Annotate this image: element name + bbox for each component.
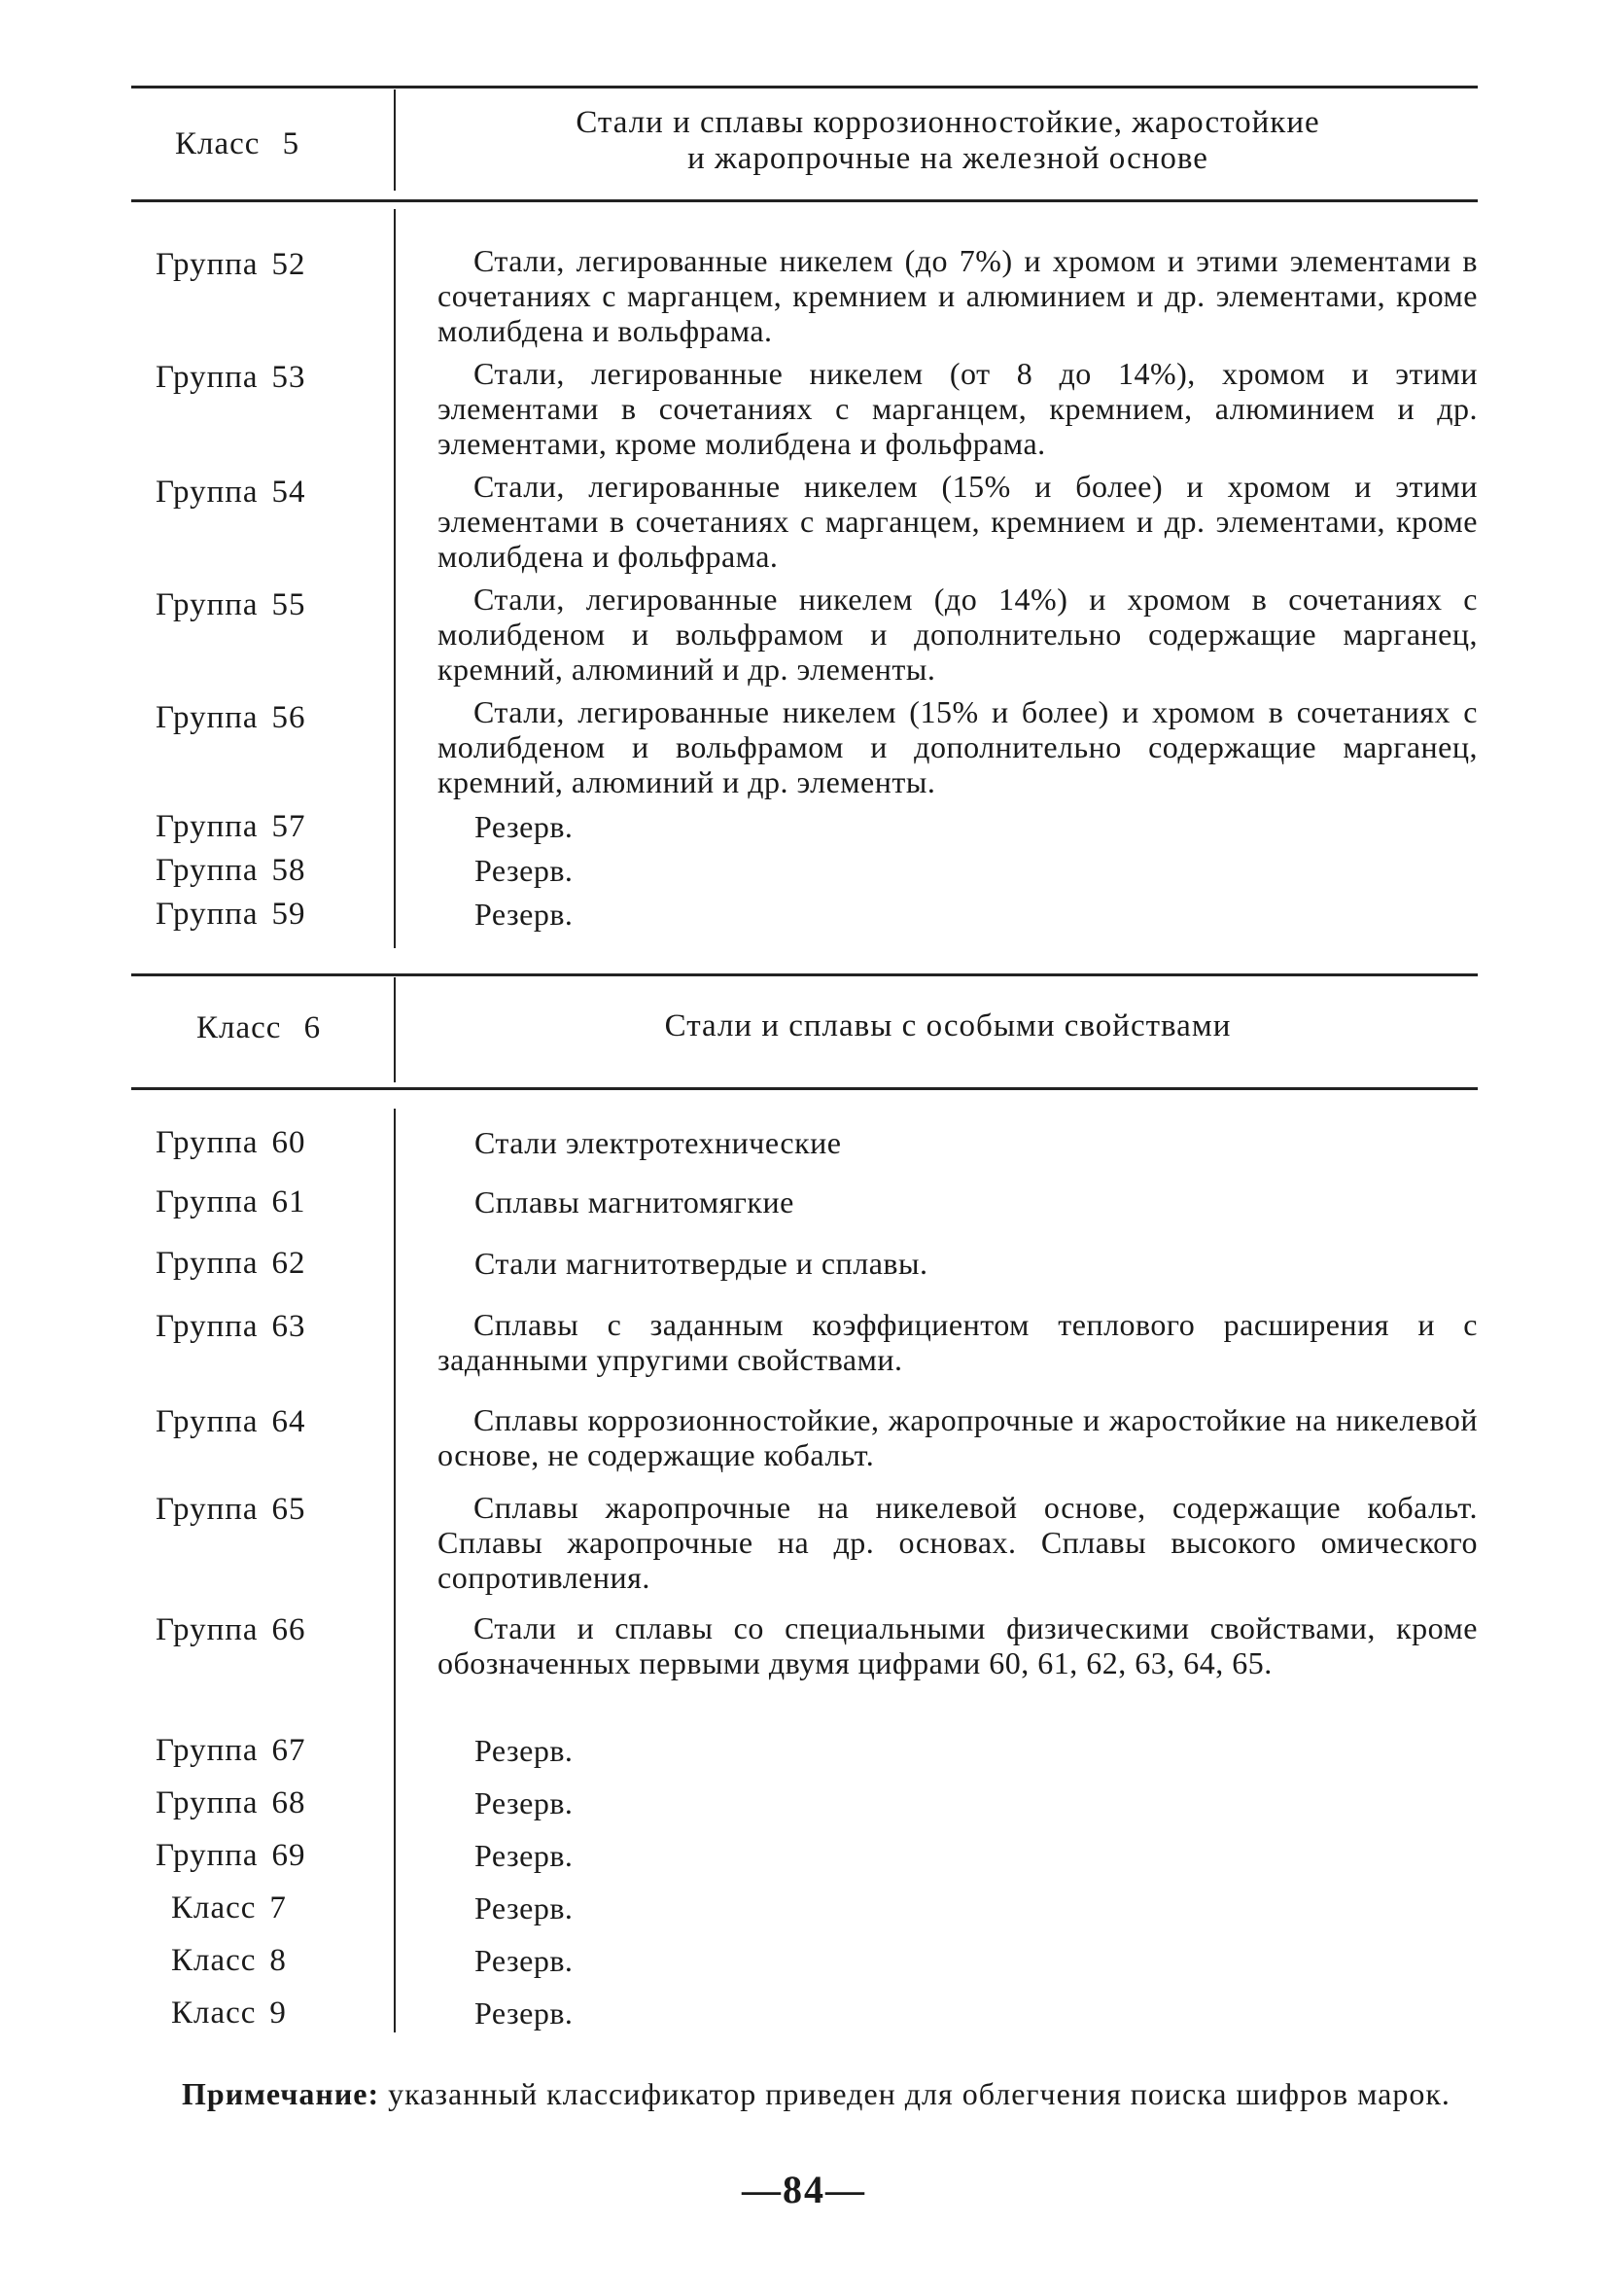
group-label-text: Группа — [156, 1246, 259, 1281]
class-number: 7 — [269, 1890, 287, 1925]
group-description: Стали, легированные никелем (до 14%) и хромом в сочетаниях с молибденом и вольфрамом и дополнительно содержащие марганец, кремний, алюминий и др. элементы. — [437, 582, 1478, 687]
group-number: 52 — [271, 247, 306, 282]
group-number: 62 — [271, 1246, 306, 1281]
group-label-text: Группа — [156, 247, 259, 282]
class-description: Резерв. — [474, 1890, 574, 1925]
group-description: Стали, легированные никелем (15% и более) и хромом в сочетаниях с молибденом и вольфрамом и дополнительно содержащие марганец, кремний, алюминий и др. элементы. — [437, 694, 1478, 799]
group-number: 66 — [271, 1612, 306, 1647]
group-label-text: Группа — [156, 1492, 259, 1527]
class-5-title-line1: Стали и сплавы коррозионностойкие, жаростойкие — [576, 105, 1320, 140]
group-number: 65 — [271, 1492, 306, 1527]
group-description: Сплавы с заданным коэффициентом теплового расширения и с заданными упругими свойствами. — [437, 1307, 1478, 1377]
group-number: 56 — [271, 700, 306, 735]
rule-class-6-header-bottom — [131, 1087, 1478, 1090]
rule-class-5-header-bottom — [131, 199, 1478, 202]
class-5-label — [175, 126, 299, 162]
group-number: 57 — [271, 809, 306, 844]
group-number: 59 — [271, 897, 306, 932]
group-label-text: Группа — [156, 1785, 259, 1820]
group-label-text: Группа — [156, 475, 259, 510]
group-description: Резерв. — [474, 897, 574, 932]
group-label — [156, 853, 379, 889]
group-number: 58 — [271, 853, 306, 888]
group-description: Резерв. — [474, 1785, 574, 1820]
group-description: Резерв. — [474, 1733, 574, 1768]
group-label-text: Группа — [156, 1838, 259, 1873]
class-6-number: 6 — [303, 1010, 322, 1045]
group-number: 60 — [271, 1125, 306, 1160]
group-label — [156, 1246, 379, 1282]
class-5-title-line2: и жаропрочные на железной основе — [687, 141, 1208, 176]
group-description: Сплавы жаропрочные на никелевой основе, содержащие кобальт. Сплавы жаропрочные на др. основах. Сплавы высокого омического сопротивления. — [437, 1490, 1478, 1595]
class-6-label-text: Класс — [196, 1010, 282, 1045]
group-number: 53 — [271, 360, 306, 395]
rule-top — [131, 86, 1478, 88]
class-label — [171, 1890, 395, 1926]
group-label-text: Группа — [156, 1612, 259, 1647]
group-label — [156, 1404, 379, 1440]
group-label-text: Группа — [156, 1733, 259, 1768]
group-label — [156, 475, 379, 511]
group-description: Стали, легированные никелем (до 7%) и хромом и этими элементами в сочетаниях с марганцем, кремнием и алюминием и др. элементами, кроме молибдена и вольфрама. — [437, 243, 1478, 348]
group-number: 55 — [271, 587, 306, 622]
class-5-label-text: Класс — [175, 126, 261, 161]
group-label — [156, 1838, 379, 1874]
footnote-label: Примечание: — [182, 2076, 380, 2111]
group-description: Резерв. — [474, 1838, 574, 1873]
group-label-text: Группа — [156, 1404, 259, 1439]
group-label-text: Группа — [156, 700, 259, 735]
class-label-text: Класс — [171, 1890, 257, 1925]
group-description: Стали электротехнические — [474, 1125, 842, 1160]
class-label-text: Класс — [171, 1996, 257, 2031]
group-label-text: Группа — [156, 809, 259, 844]
group-label-text: Группа — [156, 1125, 259, 1160]
group-label — [156, 897, 379, 933]
group-number: 67 — [271, 1733, 306, 1768]
class-number: 9 — [269, 1996, 287, 2031]
group-description: Стали и сплавы со специальными физическими свойствами, кроме обозначенных первыми двумя цифрами 60, 61, 62, 63, 64, 65. — [437, 1610, 1478, 1680]
group-label — [156, 1785, 379, 1821]
class-5-number: 5 — [282, 126, 300, 161]
class-5-header-divider — [394, 89, 396, 191]
group-number: 61 — [271, 1184, 306, 1219]
footnote-text: указанный классификатор приведен для облегчения поиска шифров марок. — [388, 2076, 1451, 2111]
group-label — [156, 809, 379, 845]
group-label-text: Группа — [156, 1184, 259, 1219]
group-label — [156, 1612, 379, 1648]
class-description: Резерв. — [474, 1943, 574, 1978]
group-label-text: Группа — [156, 853, 259, 888]
group-number: 63 — [271, 1309, 306, 1344]
class-5-title — [418, 105, 1478, 177]
group-number: 64 — [271, 1404, 306, 1439]
group-label — [156, 1733, 379, 1769]
group-number: 54 — [271, 475, 306, 510]
class-5-body-divider — [394, 209, 396, 948]
footnote — [131, 2073, 1478, 2114]
group-description: Сплавы коррозионностойкие, жаропрочные и жаростойкие на никелевой основе, не содержащие кобальт. — [437, 1402, 1478, 1472]
class-6-header-divider — [394, 977, 396, 1082]
page-number: —84— — [742, 2168, 866, 2211]
class-description: Резерв. — [474, 1996, 574, 2031]
group-label — [156, 360, 379, 396]
class-number: 8 — [269, 1943, 287, 1978]
group-label — [156, 700, 379, 736]
group-label — [156, 1309, 379, 1345]
class-label — [171, 1943, 395, 1979]
group-number: 68 — [271, 1785, 306, 1820]
class-6-label — [196, 1010, 321, 1046]
group-label — [156, 587, 379, 623]
class-label — [171, 1996, 395, 2031]
group-label — [156, 1492, 379, 1528]
rule-class-6-top — [131, 973, 1478, 976]
group-description: Сплавы магнитомягкие — [474, 1184, 794, 1219]
group-description: Стали, легированные никелем (от 8 до 14%), хромом и этими элементами в сочетаниях с марганцем, кремнием, алюминием и др. элементами, кроме молибдена и фольфрама. — [437, 356, 1478, 461]
class-6-title: Стали и сплавы с особыми свойствами — [664, 1008, 1232, 1043]
group-label-text: Группа — [156, 897, 259, 932]
class-label-text: Класс — [171, 1943, 257, 1978]
group-description: Стали, легированные никелем (15% и более) и хромом и этими элементами в сочетаниях с марганцем, кремнием и др. элементами, кроме молибдена и фольфрама. — [437, 469, 1478, 574]
group-label — [156, 1184, 379, 1220]
group-label — [156, 1125, 379, 1161]
group-description: Стали магнитотвердые и сплавы. — [474, 1246, 928, 1281]
group-number: 69 — [271, 1838, 306, 1873]
group-description: Резерв. — [474, 809, 574, 844]
group-label-text: Группа — [156, 360, 259, 395]
group-label-text: Группа — [156, 587, 259, 622]
group-description: Резерв. — [474, 853, 574, 888]
group-label — [156, 247, 379, 283]
group-label-text: Группа — [156, 1309, 259, 1344]
